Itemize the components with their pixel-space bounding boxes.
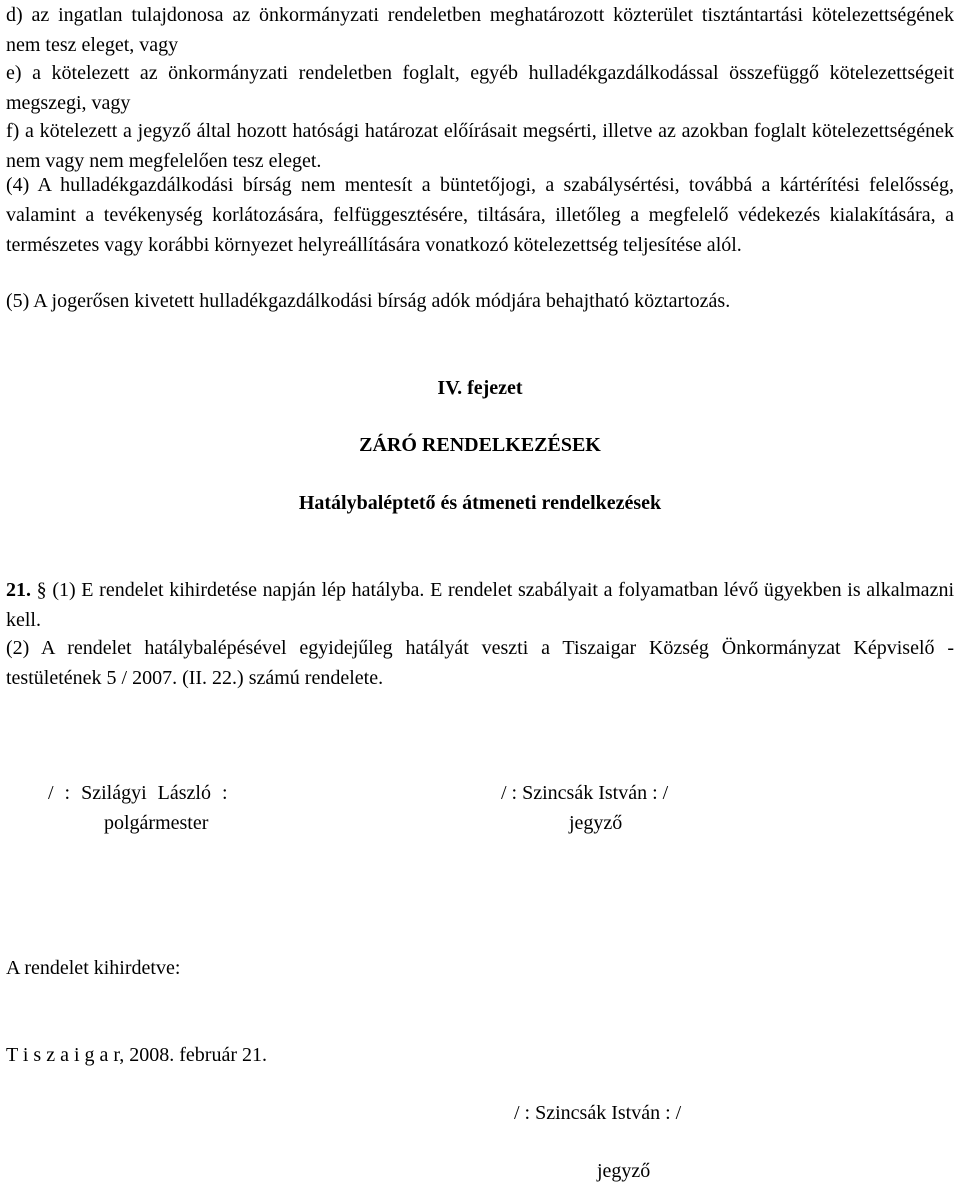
section-21-text-1: (1) E rendelet kihirdetése napján lép hatályba. E rendelet szabályait a folyamatban lévő ügyekben is alkalmazni kell. bbox=[6, 579, 954, 631]
section-21-paragraph-2: (2) A rendelet hatálybalépésével egyidejűleg hatályát veszti a Tiszaigar Község Önkormányzat Képviselő - testületének 5 / 2007. (II. 22.) számú rendelete. bbox=[6, 637, 954, 689]
section-sign: § bbox=[36, 579, 47, 601]
item-e: e) a kötelezett az önkormányzati rendeletben foglalt, egyéb hulladékgazdálkodással összefüggő kötelezettségeit megszegi, vagy bbox=[6, 62, 954, 114]
chapter-number: IV. fejezet bbox=[437, 377, 523, 399]
item-d: d) az ingatlan tulajdonosa az önkormányzati rendeletben meghatározott közterület tisztántartási kötelezettségének nem tesz eleget, vagy bbox=[6, 4, 954, 56]
section-21-paragraph-1 bbox=[6, 575, 954, 635]
promulgation-place-date: T i s z a i g a r, 2008. február 21. bbox=[6, 1044, 267, 1066]
item-f: f) a kötelezett a jegyző által hozott hatósági határozat előírásait megsérti, illetve az azokban foglalt kötelezettségének nem vagy nem megfelelően tesz eleget. bbox=[6, 120, 954, 172]
paragraph-4: (4) A hulladékgazdálkodási bírság nem mentesít a büntetőjogi, a szabálysértési, továbbá a kártérítési felelősség, valamint a tevékenység korlátozására, felfüggesztésére, tiltására, illetőleg a megfelelő védekezés kialakítására, a természetes vagy korábbi környezet helyreállítására vonatkozó kötelezettség teljesítése alól. bbox=[6, 174, 954, 256]
promulgation-label: A rendelet kihirdetve: bbox=[6, 957, 181, 979]
section-number: 21. bbox=[6, 579, 31, 601]
paragraph-5: (5) A jogerősen kivetett hulladékgazdálkodási bírság adók módjára behajtható köztartozás. bbox=[6, 290, 731, 312]
mayor-title: polgármester bbox=[104, 812, 209, 834]
chapter-subtitle: Hatálybaléptető és átmeneti rendelkezések bbox=[298, 492, 662, 514]
notary-title: jegyző bbox=[569, 812, 623, 834]
notary-signature-name: / : Szincsák István : / bbox=[501, 782, 669, 804]
chapter-title: ZÁRÓ RENDELKEZÉSEK bbox=[359, 434, 601, 456]
promulgation-signer-name: / : Szincsák István : / bbox=[514, 1102, 682, 1124]
mayor-signature-name: / : Szilágyi László : bbox=[48, 782, 228, 804]
promulgation-signer-title: jegyző bbox=[597, 1160, 651, 1182]
